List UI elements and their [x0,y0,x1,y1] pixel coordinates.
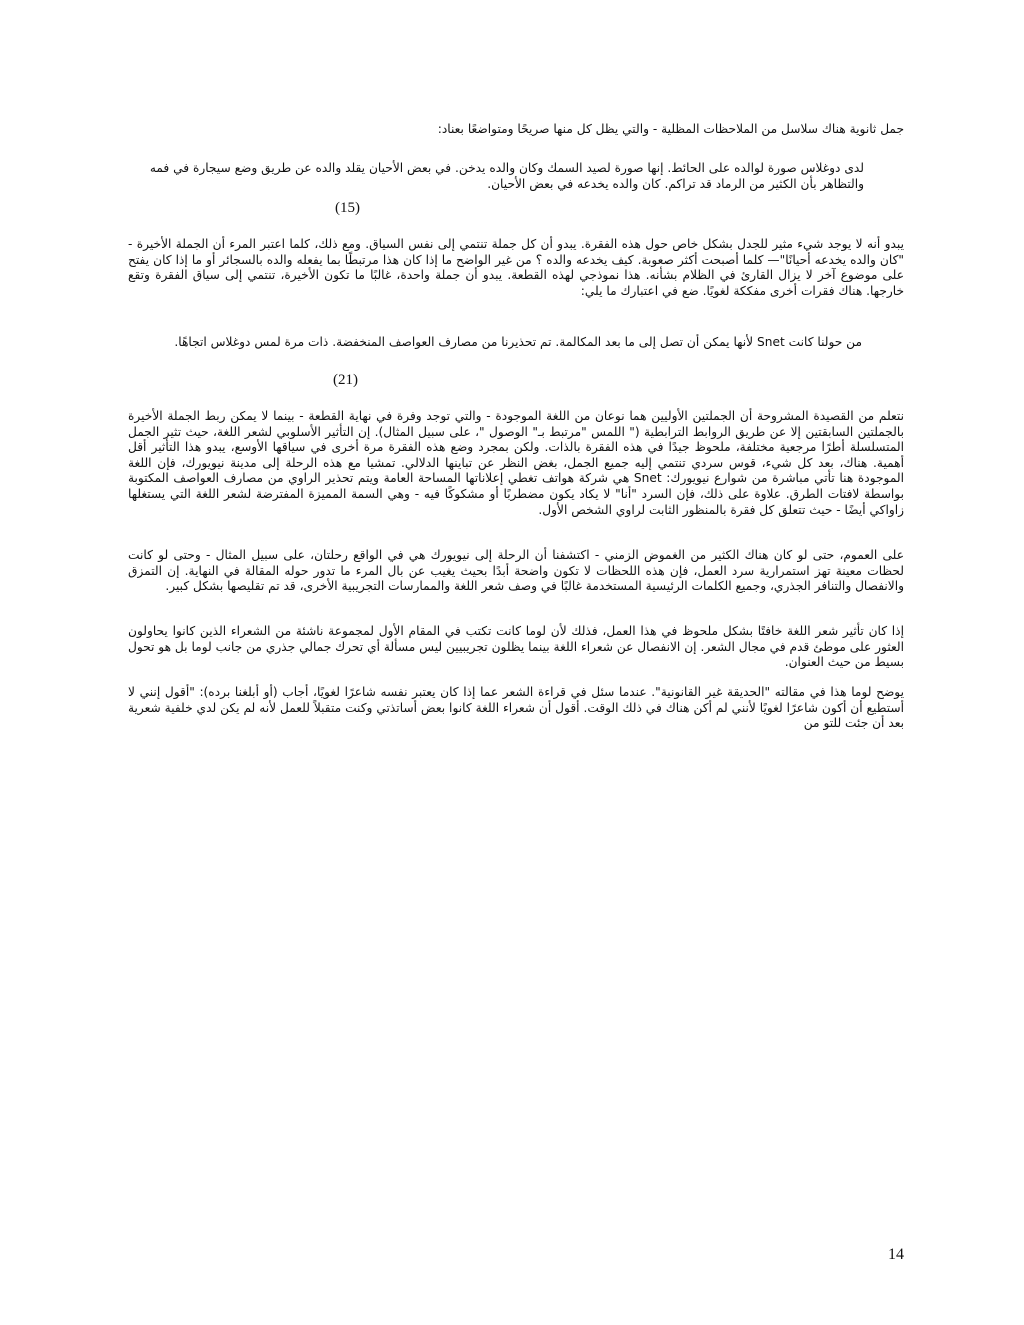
page-number: 14 [888,1246,904,1263]
quote-number-21: (21) [333,372,358,388]
quote-number-15: (15) [335,200,360,216]
quote-block-15: لدى دوغلاس صورة لوالده على الحائط. إنها صورة لصيد السمك وكان والده يدخن. في بعض الأحيان يقلد والده عن طريق وضع سيجارة في فمه والتظاهر بأن الكثير من الرماد قد تراكم. كان والده يخدعه في بعض الأحيان. [149,161,864,191]
paragraph-analysis-3: على العموم، حتى لو كان هناك الكثير من الغموض الزمني - اكتشفنا أن الرحلة إلى نيويورك هي في الواقع رحلتان، على سبيل المثال - وحتى لو كانت لحظات معينة تهز استمرارية سرد العمل، فإن هذه اللحظات لا تكون واضحة أبدًا بحيث يغيب عن بال المرء ما تدور حوله المقالة في النهاية. إن التمزق والانفصال والتنافر الجذري، وجميع الكلمات الرئيسية المستخدمة غالبًا في وصف شعر اللغة والممارسات التجريبية الأخرى، قد تم تقليصها بشكل كبير. [128,548,904,594]
intro-sentence: جمل ثانوية هناك سلاسل من الملاحظات المظلية - والتي يظل كل منها صريحًا ومتواضعًا بعناد: [437,122,904,136]
quote-block-21: من حولنا كانت Snet لأنها يمكن أن تصل إلى ما بعد المكالمة. تم تحذيرنا من مصارف العواصف المنخفضة. ذات مرة لمس دوغلاس اتجاهًا. [174,335,862,349]
paragraph-analysis-2: نتعلم من القصيدة المشروحة أن الجملتين الأوليين هما نوعان من اللغة الموجودة - والتي توجد وفرة في نهاية القطعة - بينما لا يمكن ربط الجملة الأخيرة بالجملتين السابقتين إلا عن طريق الروابط الترابطية (" اللمس "مرتبط بـ" الوصول "، على سبيل المثال). إن التأثير الأسلوبي لشعر اللغة، حيث تثير الجمل المتسلسلة أطرًا مرجعية مختلفة، ملحوظ جيدًا في هذه الفقرة بالذات. ولكن بمجرد وضع هذه الفقرة مرة أخرى في سياقها الأوسع، يبدو هذا التأثير أقل أهمية. هناك، بعد كل شيء، قوس سردي تنتمي إليه جميع الجمل، بغض النظر عن تباينها الدلالي. تمشيا مع هذه الرحلة إلى مدينة نيويورك، فإن اللغة الموجودة هنا تأتي مباشرة من شوارع نيويورك: Snet هي شركة هواتف تغطي إعلاناتها المساحة العامة ويتم تحذير الراوي من مصارف العواصف المكتوبة بواسطة لافتات الطرق. علاوة على ذلك، فإن السرد "أنا" لا يكاد يكون مضطربًا أو مشكوكًا فيه - وهي السمة المميزة المفترضة لشعر اللغة التي يستغلها زاواكي أيضًا - حيث تتعلق كل فقرة بالمنظور الثابت لراوي الشخص الأول. [128,409,904,517]
paragraph-analysis-4: إذا كان تأثير شعر اللغة خافتًا بشكل ملحوظ في هذا العمل، فذلك لأن لوما كانت تكتب في المقام الأول لمجموعة ناشئة من الشعراء الذين كانوا يحاولون العثور على موطئ قدم في مجال الشعر. إن الانفصال عن شعراء اللغة بينما يظلون تجريبيين ليس مسألة أي تحرك جمالي جذري من جانب لوما بل هو تحول بسيط من حيث العنوان. [128,624,904,670]
paragraph-analysis-1: يبدو أنه لا يوجد شيء مثير للجدل بشكل خاص حول هذه الفقرة. يبدو أن كل جملة تنتمي إلى نفس السياق. ومع ذلك، كلما اعتبر المرء أن الجملة الأخيرة - "كان والده يخدعه أحيانًا"— كلما أصبحت أكثر صعوبة. كيف يخدعه والده ؟ من غير الواضح ما إذا كان هذا مرتبطًا بما يفعله والده بالسجائر أو ما إذا كان يفتح على موضوع آخر لا يزال القارئ في الظلام بشأنه. هذا نموذجي لهذه القطعة. يبدو أن جملة واحدة، غالبًا ما تكون الأخيرة، تنتمي إلى سياق الفقرة وتقع خارجها. هناك فقرات أخرى مفككة لغويًا. ضع في اعتبارك ما يلي: [128,237,904,298]
paragraph-analysis-5: يوضح لوما هذا في مقالته "الحديقة غير القانونية". عندما سئل في قراءة الشعر عما إذا كان يعتبر نفسه شاعرًا لغويًا، أجاب (أو أبلغنا برده): "أقول إنني لا أستطيع أن أكون شاعرًا لغويًا لأنني لم أكن هناك في ذلك الوقت. أقول أن شعراء اللغة كانوا بعض أساتذتي وكنت متقبلاً للعمل لأنه لم يكن لدي خلفية شعرية بعد أن جئت للتو من [128,685,904,731]
